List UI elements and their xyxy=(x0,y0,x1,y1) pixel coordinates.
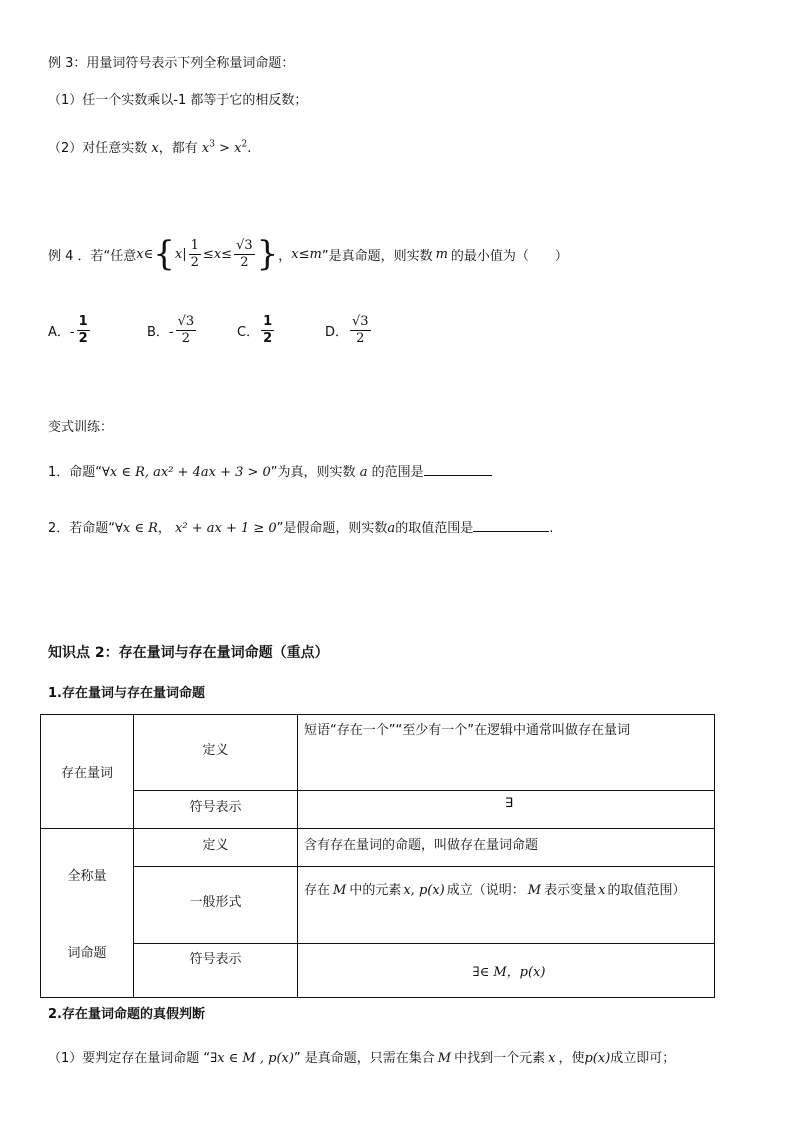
variant-q2-math2: x² + ax + 1 ≥ 0 xyxy=(175,521,277,536)
judge-p1-c: 中找到一个元素 xyxy=(454,1051,546,1066)
row2-value: ∃ xyxy=(298,791,715,829)
ex4-mid-x: x xyxy=(213,246,222,262)
row5-key: 符号表示 xyxy=(134,944,298,998)
option-b-label: B．- xyxy=(147,324,174,340)
ex4-sqrt-den: 2 xyxy=(240,254,249,270)
row4-M: M xyxy=(333,883,347,898)
row5-value xyxy=(298,944,715,998)
ex3-var-x: x xyxy=(151,141,159,156)
ex3-exp2: 2 xyxy=(241,139,248,150)
judge-p1-d: ，使 xyxy=(558,1051,585,1066)
ex4-question xyxy=(48,230,568,278)
group-existential-quantifier xyxy=(41,715,134,829)
answer-blank[interactable] xyxy=(473,519,549,532)
ex3-gt: > xyxy=(215,141,235,156)
option-b-frac xyxy=(176,314,197,347)
row4-b: 中的元素 xyxy=(349,883,402,898)
ex4-prefix: 例 4 ．若“任意 xyxy=(48,248,137,264)
ex3-item1: （1）任一个实数乘以-1 都等于它的相反数； xyxy=(48,93,308,108)
option-b-num: √3 xyxy=(177,313,195,329)
judge-p1-a: （1）要判定存在量词命题 “ xyxy=(48,1051,211,1066)
ex4-frac-half xyxy=(189,238,201,271)
ex3-title: 例 3：用量词符号表示下列全称量词命题： xyxy=(48,56,295,71)
judge-p1-px: p(x) xyxy=(584,1051,611,1066)
row4-d: 表示变量 xyxy=(544,883,597,898)
option-b xyxy=(147,310,198,350)
row3-key: 定义 xyxy=(134,829,298,867)
ex3-exp3: 3 xyxy=(209,139,215,150)
judge-p1-b: ” 是真命题，只需在集合 xyxy=(293,1051,435,1066)
option-d-den: 2 xyxy=(356,330,365,346)
variant-q1-var: a xyxy=(359,465,368,480)
option-d-frac xyxy=(350,314,371,347)
variant-q2 xyxy=(48,517,553,536)
option-a-frac xyxy=(77,314,90,347)
row2-key: 符号表示 xyxy=(134,791,298,829)
row5-math: ∃∈ M，p(x) xyxy=(472,965,546,980)
ex4-suffix: ”是真命题，则实数 xyxy=(321,248,433,264)
ex4-comma: ， xyxy=(278,248,292,264)
row3-value: 含有存在量词的命题，叫做存在量词命题 xyxy=(298,829,715,867)
ex4-half-num: 1 xyxy=(190,237,199,253)
option-a xyxy=(48,310,92,350)
option-b-den: 2 xyxy=(181,330,191,346)
ex3-x3: x xyxy=(201,141,210,156)
variant-title: 变式训练： xyxy=(48,420,114,435)
option-d-num: √3 xyxy=(352,313,369,329)
ex4-half-den: 2 xyxy=(190,254,199,270)
kp2-sub1: 1.存在量词与存在量词命题 xyxy=(48,686,205,701)
option-a-den: 2 xyxy=(78,330,88,346)
option-c-num: 1 xyxy=(263,313,273,329)
ex3-sep: ，都有 xyxy=(158,141,198,156)
row4-M2: M xyxy=(527,883,542,898)
row1-key: 定义 xyxy=(134,715,298,791)
ex4-frac-sqrt xyxy=(234,238,255,271)
variant-q2-sep: ， xyxy=(157,521,171,536)
variant-q2-end: 的取值范围是 xyxy=(395,521,474,536)
right-brace-icon: } xyxy=(256,234,279,274)
variant-q2-prefix: 2．若命题“ xyxy=(48,521,116,536)
ex4-suffix2: 的最小值为（ ） xyxy=(450,248,568,264)
option-c-den: 2 xyxy=(263,330,273,346)
ex4-set-x: x xyxy=(174,246,183,262)
ex4-le1: ≤ xyxy=(202,246,214,262)
kp2-title: 知识点 2：存在量词与存在量词命题（重点） xyxy=(48,645,329,661)
option-a-num: 1 xyxy=(78,313,88,329)
ex4-le2: ≤ xyxy=(221,246,233,262)
variant-q2-math1: ∀x ∈ R xyxy=(115,521,158,536)
judge-p1-math: ∃x ∈ M , p(x) xyxy=(210,1051,294,1066)
row4-value xyxy=(298,867,715,944)
row4-c: 成立（说明： xyxy=(446,883,525,898)
left-brace-icon: { xyxy=(153,234,175,274)
variant-q2-var: a xyxy=(387,521,396,536)
variant-q1-math: ∀x ∈ R, ax² + 4ax + 3 > 0 xyxy=(102,465,271,480)
ex3-item2 xyxy=(48,137,251,156)
variant-q1-suffix: ”为真，则实数 xyxy=(270,465,356,480)
variant-q1-end: 的范围是 xyxy=(371,465,424,480)
judge-p1-x: x xyxy=(548,1051,556,1066)
quantifier-table xyxy=(40,714,715,998)
variant-q1-prefix: 1．命题“ xyxy=(48,465,103,480)
option-c xyxy=(237,310,276,350)
ex4-var-m: m xyxy=(435,246,448,262)
answer-blank[interactable] xyxy=(424,463,492,476)
option-a-label: A．- xyxy=(48,324,75,340)
ex4-x-in: x∈ xyxy=(136,246,154,262)
option-d xyxy=(325,310,373,350)
variant-q2-suffix: ”是假命题，则实数 xyxy=(276,521,388,536)
option-d-label: D． xyxy=(325,324,349,340)
ex4-xlem: x≤m xyxy=(291,246,322,262)
judge-p1-e: 成立即可； xyxy=(610,1051,676,1066)
row4-a: 存在 xyxy=(304,883,331,898)
row4-key: 一般形式 xyxy=(134,867,298,944)
variant-q2-dot: . xyxy=(549,521,554,536)
judge-p1-M: M xyxy=(437,1051,452,1066)
ex3-end: . xyxy=(247,141,252,156)
variant-q1 xyxy=(48,461,492,480)
row4-x: x xyxy=(598,883,606,898)
group2-label-b: 词命题 xyxy=(67,946,107,961)
row1-value: 短语“存在一个”“至少有一个”在逻辑中通常叫做存在量词 xyxy=(298,715,715,791)
kp2-sub2: 2.存在量词命题的真假判断 xyxy=(48,1007,205,1022)
ex4-sqrt-num: √3 xyxy=(236,237,253,253)
group1-label: 存在量词 xyxy=(60,766,113,781)
option-c-frac xyxy=(261,314,274,347)
row4-xp: x, p(x) xyxy=(403,883,445,898)
group2-label-a: 全称量 xyxy=(67,869,107,884)
judge-p1 xyxy=(48,1047,675,1066)
group-existential-proposition xyxy=(41,829,134,998)
ex3-x2: x xyxy=(234,141,242,156)
ex4-bar: | xyxy=(182,246,187,262)
row4-e: 的取值范围） xyxy=(607,883,686,898)
ex3-item2-prefix: （2）对任意实数 xyxy=(48,141,148,156)
option-c-label: C． xyxy=(237,324,260,340)
